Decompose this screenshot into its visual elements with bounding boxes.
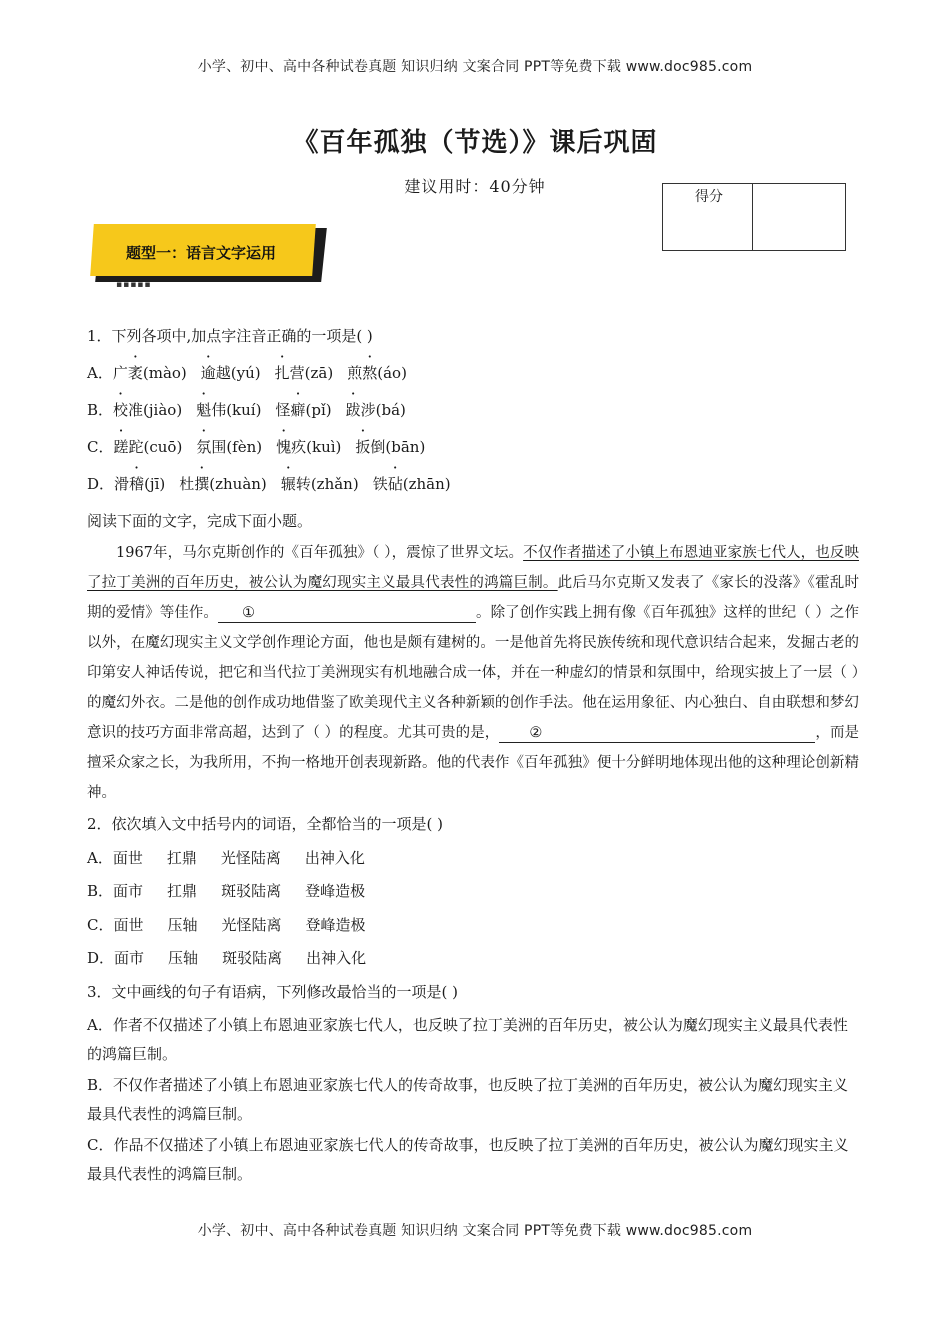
pinyin-item: 魁伟(kuí) <box>196 401 262 419</box>
q3-option-c: C．作品不仅描述了小镇上布恩迪亚家族七代人的传奇故事，也反映了拉丁美洲的百年历史，被公认为魔幻现实主义最具代表性的鸿篇巨制。 <box>87 1136 849 1183</box>
blank-2: ② <box>499 724 815 743</box>
q1-option-d <box>87 466 859 503</box>
underlined-sentence: 不仅作者描述了小镇上布恩迪亚家族七代人，也反映了拉丁美洲的百年历史，被公认为魔幻现实主义最具代表性的鸿篇巨制。 <box>87 545 860 591</box>
badge-decoration-dots: ▪▪▪▪▪ <box>116 280 152 290</box>
header-banner: 小学、初中、高中各种试卷真题 知识归纳 文案合同 PPT等免费下载 www.doc985.com <box>197 59 753 75</box>
footer-banner: 小学、初中、高中各种试卷真题 知识归纳 文案合同 PPT等免费下载 www.doc985.com <box>197 1223 753 1239</box>
pinyin-item: 扎营(zā) <box>274 364 334 382</box>
suggested-time: 建议用时：40分钟 <box>404 177 546 196</box>
score-box <box>662 183 846 251</box>
pinyin-item: 怪癖(pǐ) <box>275 401 332 419</box>
pinyin-item: 愧疚(kuì) <box>276 438 342 456</box>
page-title: 《百年孤独（节选）》课后巩固 <box>292 128 658 158</box>
reading-intro: 阅读下面的文字，完成下面小题。 <box>87 512 313 530</box>
section-badge <box>88 222 328 288</box>
blank-1: ① <box>218 604 476 623</box>
score-value-cell[interactable] <box>753 184 843 250</box>
q2-option-d: D．面市 压轴 斑驳陆离 出神入化 <box>87 949 367 967</box>
q3-stem: 3．文中画线的句子有语病，下列修改最恰当的一项是( ) <box>87 982 459 1001</box>
score-label: 得分 <box>663 184 753 250</box>
pinyin-item: 煎熬(áo) <box>347 364 407 382</box>
pinyin-item: 校准(jiào) <box>113 401 183 419</box>
pinyin-item: 蹉跎(cuō) <box>113 438 183 456</box>
option-label: A． <box>87 364 113 382</box>
exam-content <box>87 318 859 1191</box>
section-badge-label: 题型一：语言文字运用 <box>126 244 277 262</box>
q2-option-c: C．面世 压轴 光怪陆离 登峰造极 <box>87 915 366 934</box>
option-label: C． <box>87 438 114 456</box>
q2-stem: 2．依次填入文中括号内的词语，全都恰当的一项是( ) <box>87 815 444 833</box>
pinyin-item: 广袤(mào) <box>112 364 187 382</box>
pinyin-item: 铁砧(zhān) <box>372 475 451 493</box>
q3-option-a: A．作者不仅描述了小镇上布恩迪亚家族七代人，也反映了拉丁美洲的百年历史，被公认为魔幻现实主义最具代表性的鸿篇巨制。 <box>87 1016 848 1063</box>
pinyin-item: 氛围(fèn) <box>196 438 263 456</box>
q2-option-a: A．面世 扛鼎 光怪陆离 出神入化 <box>87 848 365 867</box>
pinyin-item: 跋涉(bá) <box>345 401 406 419</box>
pinyin-item: 杜撰(zhuàn) <box>179 475 267 493</box>
pinyin-item: 逾越(yú) <box>200 364 261 382</box>
pinyin-item: 扳倒(bān) <box>355 438 426 456</box>
pinyin-item: 滑稽(jī) <box>114 475 166 493</box>
q2-option-b: B．面市 扛鼎 斑驳陆离 登峰造极 <box>87 882 366 900</box>
q3-option-b: B．不仅作者描述了小镇上布恩迪亚家族七代人的传奇故事，也反映了拉丁美洲的百年历史，被公认为魔幻现实主义最具代表性的鸿篇巨制。 <box>87 1076 849 1123</box>
option-label: B． <box>87 401 114 419</box>
pinyin-item: 辗转(zhǎn) <box>280 475 359 493</box>
reading-passage: 1967年，马尔克斯创作的《百年孤独》（ ），震惊了世界文坛。不仅作者描述了小镇上布恩迪亚家族七代人，也反映了拉丁美洲的百年历史，被公认为魔幻现实主义最具代表性的鸿篇巨制。此后马尔克斯又发表了《家长的没落》《霍乱时期的爱情》等佳作。 ① 。除了创作实践上拥有像《百年孤独》这样的世纪（ ）之作以外，在魔幻现实主义文学创作理论方面，他也是颇有建树的。一是他首先将民族传统和现代意识结合起来，发掘古老的印第安人神话传说，把它和当代拉丁美洲现实有机地融合成一体，并在一种虚幻的情景和氛围中，给现实披上了一层（ ）的魔幻外衣。二是他的创作成功地借鉴了欧美现代主义各种新颖的创作手法。他在运用象征、内心独白、自由联想和梦幻意识的技巧方面非常高超，达到了（ ）的程度。尤其可贵的是， ② ，而是擅采众家之长，为我所用，不拘一格地开创表现新路。他的代表作《百年孤独》便十分鲜明地体现出他的这种理论创新精神。 <box>87 545 860 801</box>
option-label: D． <box>87 475 115 493</box>
q1-stem: 1．下列各项中,加点字注音正确的一项是( ) <box>87 327 373 345</box>
